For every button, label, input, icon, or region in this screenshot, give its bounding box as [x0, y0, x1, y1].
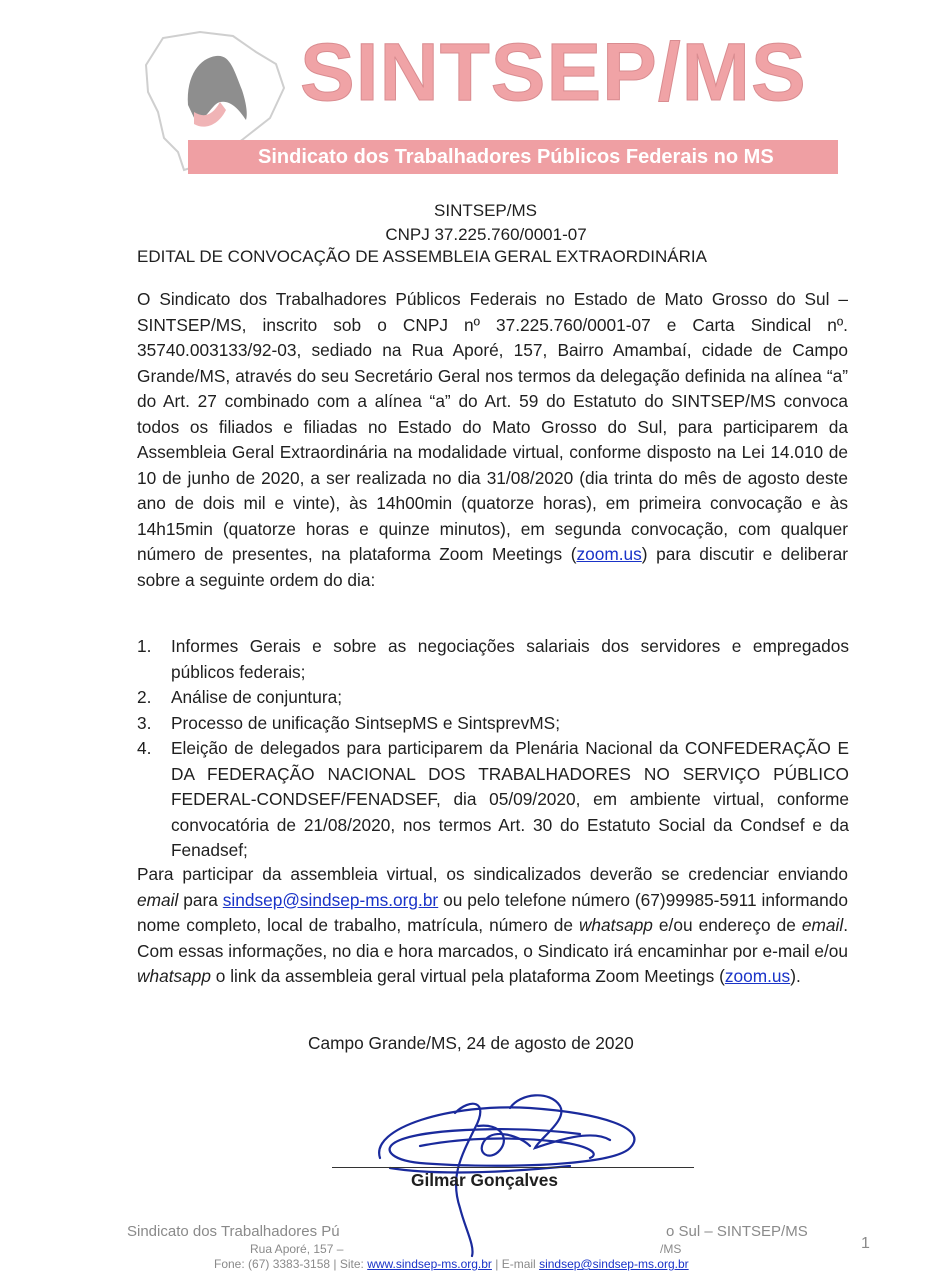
emphasis-text: whatsapp	[137, 966, 211, 986]
paragraph-text: O Sindicato dos Trabalhadores Públicos Federais no Estado de Mato Grosso do Sul – SINTSEP/MS, inscrito sob o CNPJ nº 37.225.760/0001-07 e Carta Sindical nº. 35740.003133/92-03, sediado na Rua Aporé, 157, Bairro Amambaí, cidade de Campo Grande/MS, através do seu Secretário Geral nos termos da delegação definida na alínea “a” do Art. 27 combinado com a alínea “a” do Art. 59 do Estatuto do SINTSEP/MS convoca todos os filiados e filiadas no Estado do Mato Grosso do Sul, para participarem da Assembleia Geral Extraordinária na modalidade virtual, conforme disposto na Lei 14.010 de 10 de junho de 2020, a ser realizada no dia 31/08/2020 (dia trinta do mês de agosto deste ano de dois mil e vinte), às 14h00min (quatorze horas), em primeira convocação e às 14h15min (quatorze horas e quinze minutos), em segunda convocação, com qualquer número de presentes, na plataforma Zoom Meetings (	[137, 289, 848, 564]
emphasis-text: whatsapp	[578, 915, 653, 935]
participation-paragraph	[137, 862, 848, 990]
zoom-link[interactable]: zoom.us	[724, 966, 791, 986]
edital-title: EDITAL DE CONVOCAÇÃO DE ASSEMBLEIA GERAL EXTRAORDINÁRIA	[137, 247, 707, 266]
agenda-text: Informes Gerais e sobre as negociações salariais dos servidores e empregados públicos federais;	[171, 636, 849, 682]
cnpj-heading: CNPJ 37.225.760/0001-07	[385, 225, 587, 244]
page-number: 1	[861, 1235, 870, 1252]
agenda-number: 2.	[137, 687, 152, 707]
place-date: Campo Grande/MS, 24 de agosto de 2020	[308, 1033, 634, 1053]
footer-separator: | E-mail	[491, 1257, 540, 1271]
agenda-item	[137, 736, 849, 864]
logo-subtitle: Sindicato dos Trabalhadores Públicos Federais no MS	[258, 146, 774, 168]
emphasis-text: email	[801, 915, 844, 935]
footer-email-link[interactable]: sindsep@sindsep-ms.org.br	[539, 1257, 689, 1271]
paragraph-text: ou pelo telefone número (67)99985-5911 informando nome completo, local de trabalho, matrícula, número de	[137, 889, 848, 935]
agenda-item	[137, 711, 849, 737]
zoom-link[interactable]: zoom.us	[576, 544, 642, 564]
agenda-text: Eleição de delegados para participarem da Plenária Nacional da CONFEDERAÇÃO E DA FEDERAÇÃO NACIONAL DOS TRABALHADORES NO SERVIÇO PÚBLICO FEDERAL-CONDSEF/FENADSEF, dia 05/09/2020, em ambiente virtual, conforme convocatória de 21/08/2020, nos termos Art. 30 do Estatuto Social da Condsef e da Fenadsef;	[171, 738, 849, 860]
logo-title: SINTSEP/MS	[300, 27, 807, 118]
paragraph-text: o link da assembleia geral virtual pela plataforma Zoom Meetings (	[210, 966, 725, 986]
footer-union-name-end: o Sul – SINTSEP/MS	[666, 1223, 808, 1240]
convocation-paragraph	[137, 287, 848, 593]
agenda-item	[137, 685, 849, 711]
agenda-text: Análise de conjuntura;	[171, 687, 343, 707]
footer-union-name: Sindicato dos Trabalhadores Pú	[127, 1223, 340, 1240]
agenda-list	[137, 634, 849, 864]
paragraph-text: e/ou endereço de	[652, 915, 802, 935]
signature-line	[332, 1167, 694, 1168]
agenda-number: 1.	[137, 636, 152, 656]
footer-address-end: /MS	[660, 1242, 682, 1256]
footer-phone: Fone: (67) 3383-3158 | Site:	[214, 1257, 368, 1271]
union-name-heading: SINTSEP/MS	[434, 201, 537, 220]
footer-address: Rua Aporé, 157 –	[250, 1242, 344, 1256]
agenda-text: Processo de unificação SintsepMS e SintsprevMS;	[171, 712, 561, 733]
paragraph-text: ) para discutir e deliberar sobre a seguinte ordem do dia:	[137, 544, 848, 590]
agenda-number: 3.	[137, 712, 152, 733]
paragraph-text: . Com essas informações, no dia e hora marcados, o Sindicato irá encaminhar por e-mail e/ou	[137, 915, 848, 961]
paragraph-text: para	[178, 889, 223, 910]
agenda-number: 4.	[137, 738, 152, 758]
paragraph-text: ).	[790, 966, 801, 986]
email-link[interactable]: sindsep@sindsep-ms.org.br	[222, 889, 439, 910]
footer-site-link[interactable]: www.sindsep-ms.org.br	[367, 1257, 492, 1271]
agenda-item	[137, 634, 849, 685]
paragraph-text: Para participar da assembleia virtual, os sindicalizados deverão se credenciar enviando	[137, 864, 848, 884]
signatory-name: Gilmar Gonçalves	[411, 1170, 558, 1190]
footer-contacts	[214, 1257, 689, 1271]
emphasis-text: email	[137, 889, 179, 910]
